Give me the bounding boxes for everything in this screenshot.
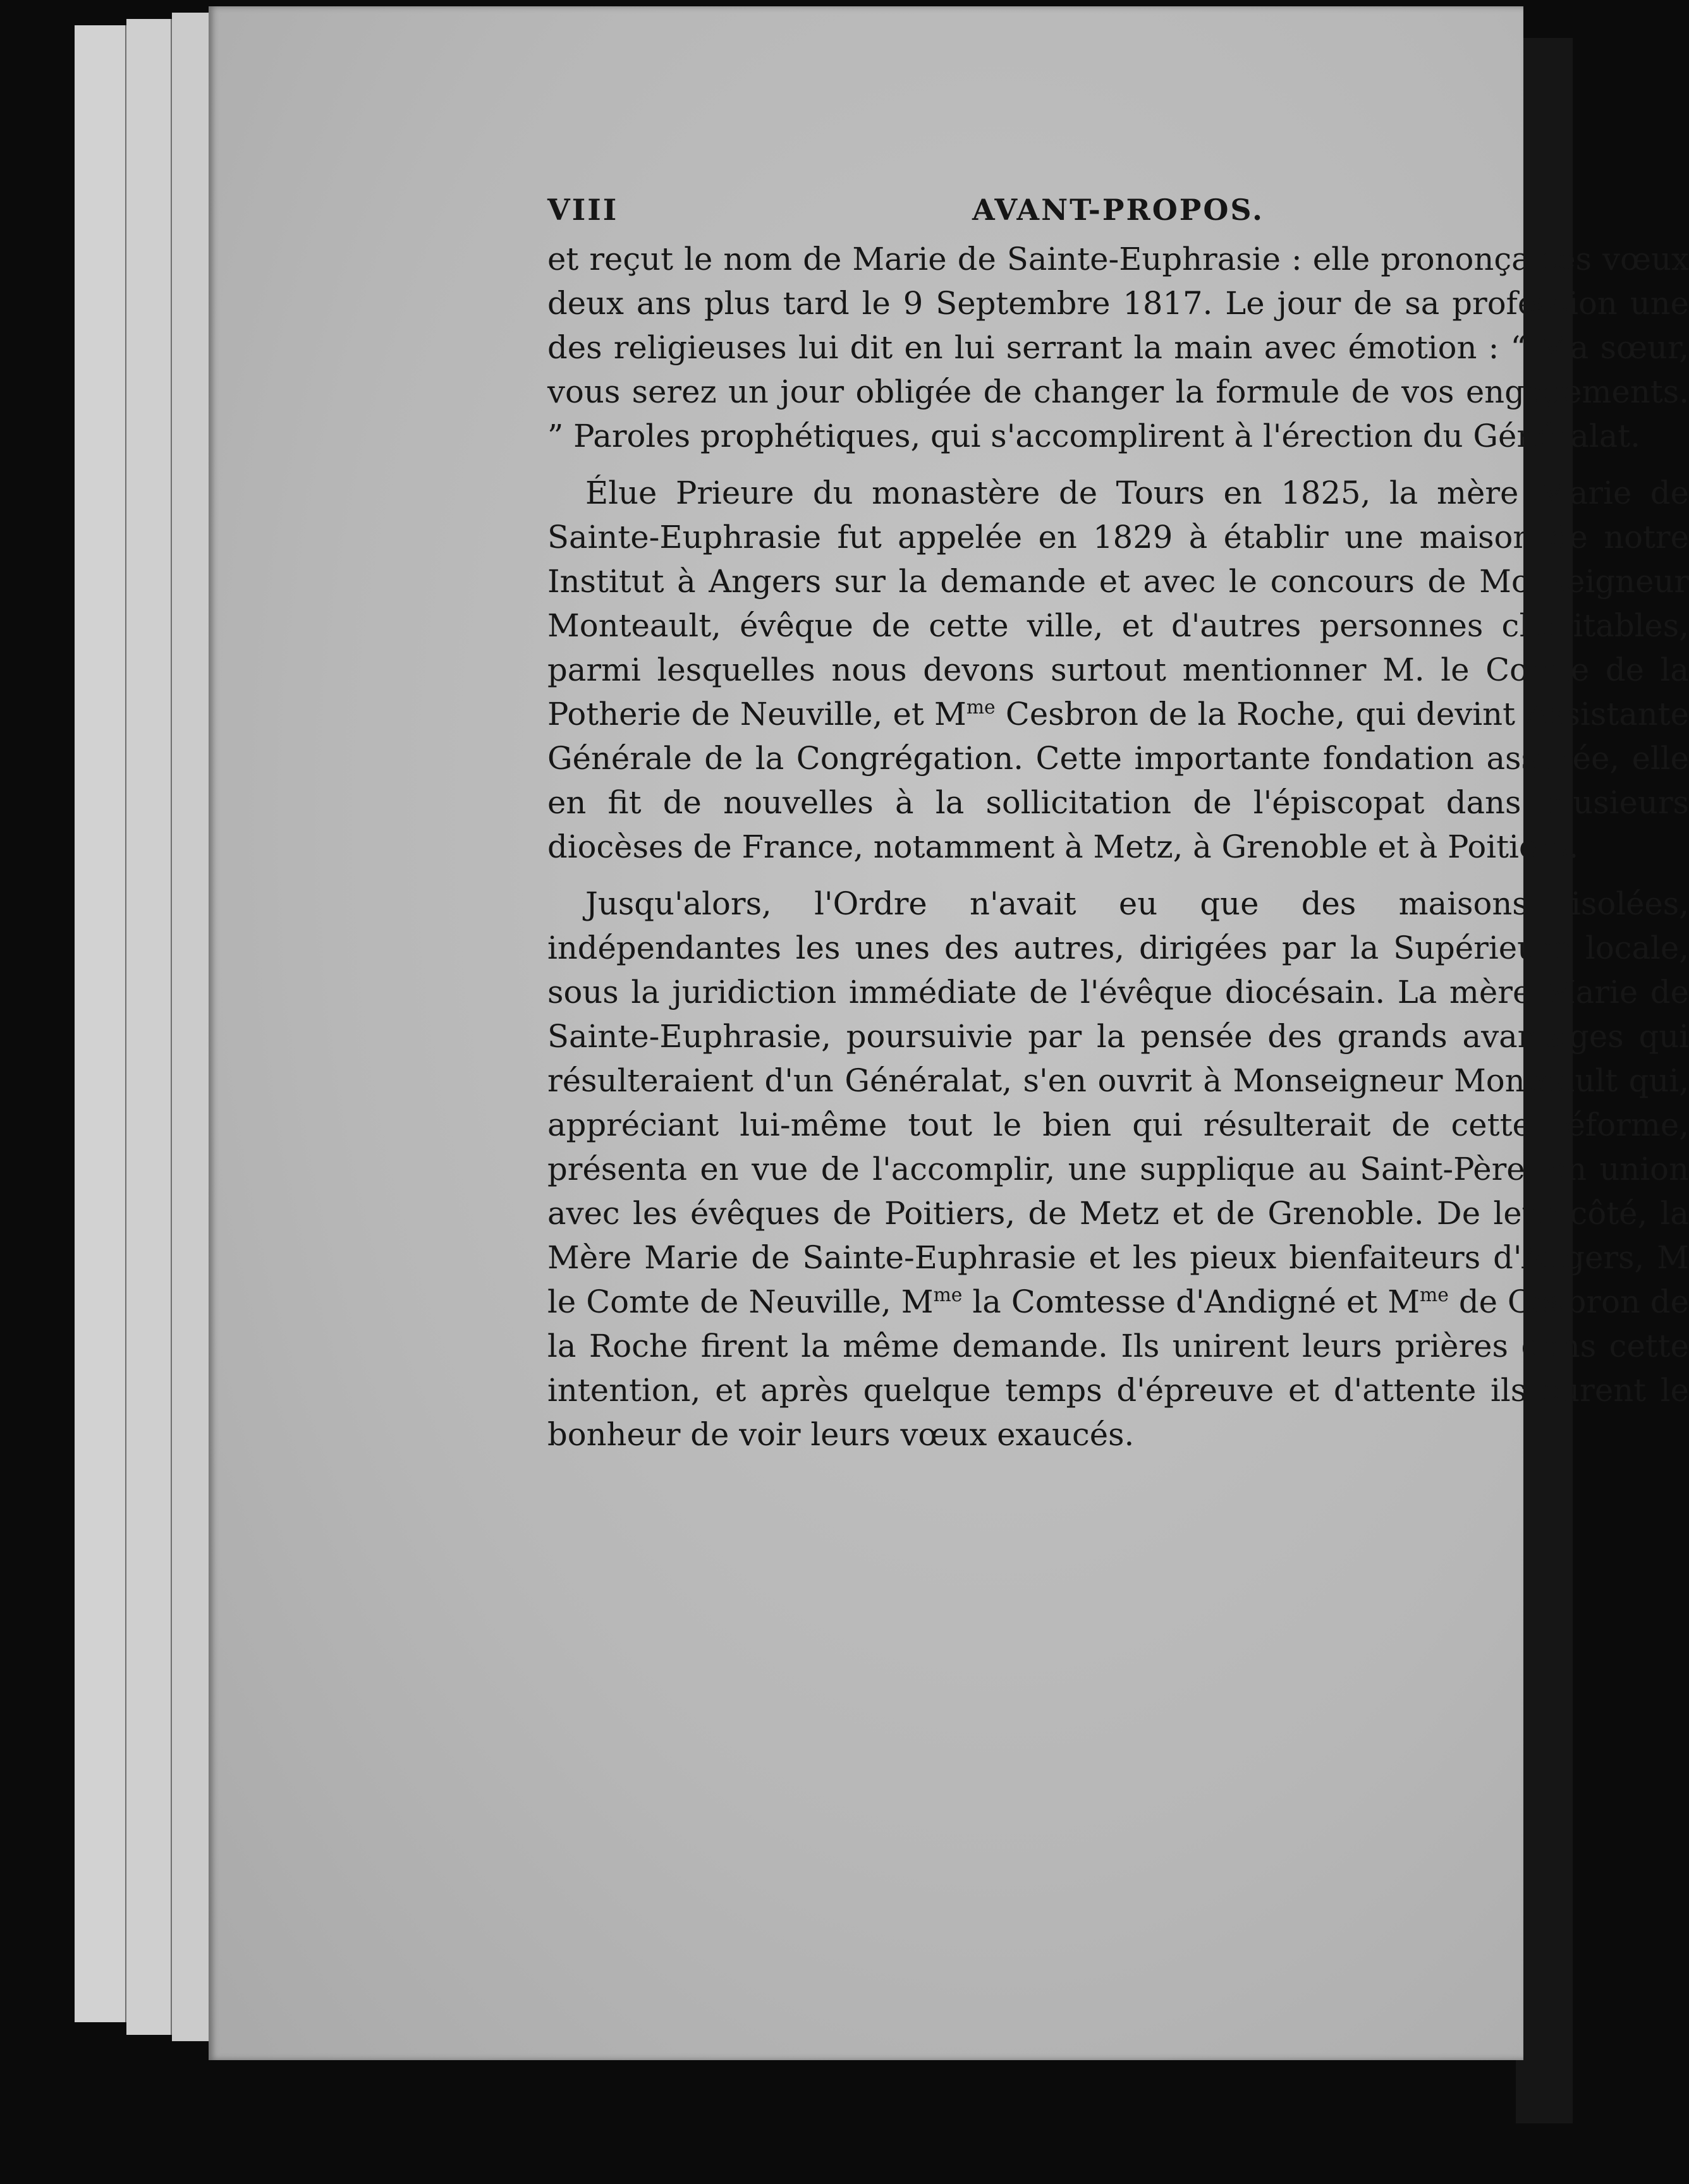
- paragraph-1: et reçut le nom de Marie de Sainte-Euphrasie : elle prononça ses vœux deux ans plus tard le 9 Septembre 1817. Le jour de sa profession une des religieuses lui dit en lui serrant la main avec émotion : “ Ma sœur, vous serez un jour obligée de changer la formule de vos engagements. ” Paroles prophétiques, qui s'accomplirent à l'érection du Généralat.: [547, 241, 1689, 454]
- book-page: [209, 6, 1689, 2060]
- paragraph-2: Élue Prieure du monastère de Tours en 1825, la mère Marie de Sainte-Euphrasie fut appelée en 1829 à établir une maison de notre Institut à Angers sur la demande et avec le concours de Monseigneur Monteault, évêque de cette ville, et d'autres personnes charitables, parmi lesquelles nous devons surtout mentionner M. le Comte de la Potherie de Neuville, et $M^{me}$ Cesbron de la Roche, qui devint Assistante Générale de la Congrégation. Cette importante fondation assurée, elle en fit de nouvelles à la sollicitation de l'épiscopat dans plusieurs diocèses de France, notamment à Metz, à Grenoble et à Poitiers.: [547, 475, 1689, 865]
- running-title: AVANT-PROPOS.: [972, 193, 1265, 227]
- page-edge: [126, 19, 173, 2035]
- body-text: [547, 237, 1689, 1457]
- paragraph-3: Jusqu'alors, l'Ordre n'avait eu que des maisons isolées, indépendantes les unes des autres, dirigées par la Supérieure locale, sous la juridiction immédiate de l'évêque diocésain. La mère Marie de Sainte-Euphrasie, poursuivie par la pensée des grands avantages qui résulteraient d'un Généralat, s'en ouvrit à Monseigneur Monteault qui, appréciant lui-même tout le bien qui résulterait de cette réforme, présenta en vue de l'accomplir, une supplique au Saint-Père, en union avec les évêques de Poitiers, de Metz et de Grenoble. De leur côté, la Mère Marie de Sainte-Euphrasie et les pieux bienfaiteurs d'Angers, M le Comte de Neuville, $M^{me}$ la Comtesse d'Andigné et $M^{me}$ de Cesbron de la Roche firent la même demande. Ils unirent leurs prières dans cette intention, et après quelque temps d'épreuve et d'attente ils eurent le bonheur de voir leurs vœux exaucés.: [547, 885, 1689, 1453]
- page-header: [547, 193, 1689, 237]
- page-number: VIII: [547, 193, 619, 227]
- page-edge: [172, 13, 212, 2041]
- page-edge: [75, 25, 127, 2022]
- page-content: [547, 193, 1689, 1469]
